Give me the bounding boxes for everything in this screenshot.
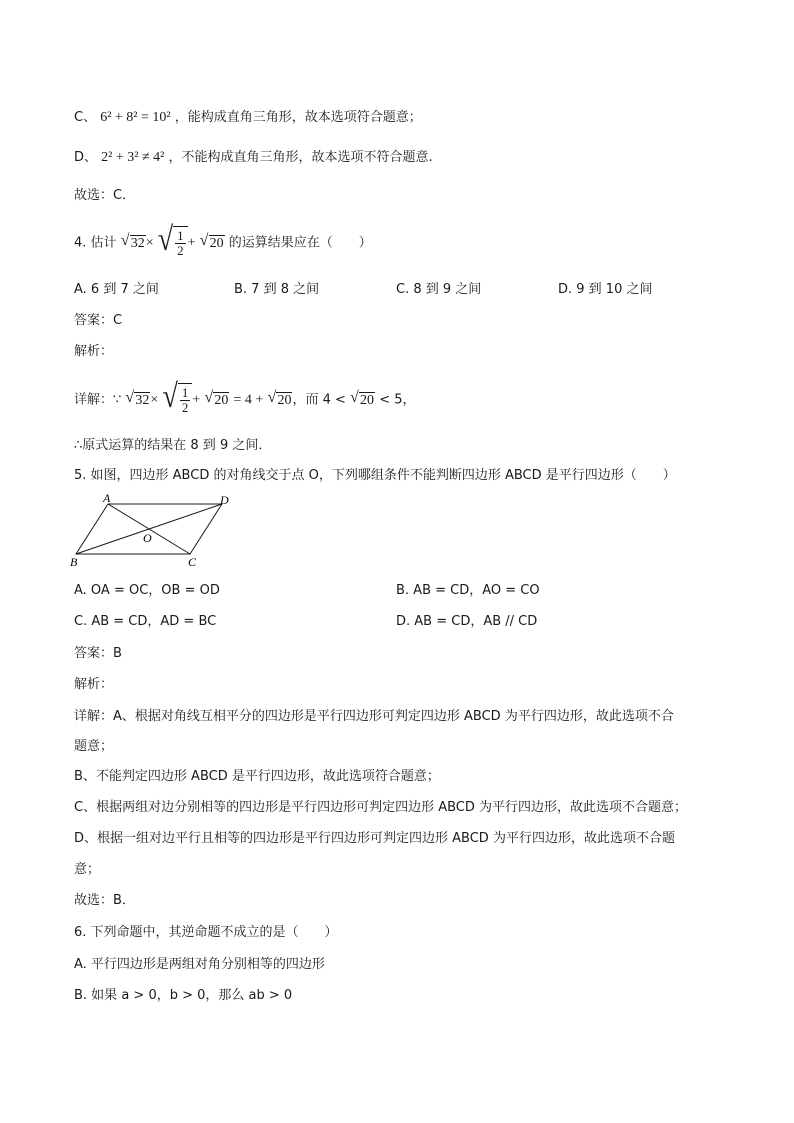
c-option-text: ，能构成直角三角形，故本选项符合题意； <box>174 110 422 125</box>
q5-choice: 故选：B． <box>74 893 135 908</box>
q4-detail-end: < 5， <box>379 392 416 408</box>
q4-option-d: D. 9 到 10 之间 <box>558 282 653 297</box>
sqrt-half: √ $\frac{1}{2}$ <box>158 226 188 260</box>
sqrt-20: √ 20 <box>199 231 224 251</box>
c-option-line <box>74 108 422 128</box>
q5-detail-line-3: B、不能判定四边形 ABCD 是平行四边形，故此选项符合题意； <box>74 769 440 784</box>
label-d: D <box>220 493 229 507</box>
q4-detail-mid: = 4 + <box>233 392 264 408</box>
q4-option-b: B. 7 到 8 之间 <box>234 282 320 297</box>
q6-stem: 6. 下列命题中，其逆命题不成立的是（ ） <box>74 925 338 940</box>
detail-sqrt-half: √ $\frac{1}{2}$ <box>162 383 192 417</box>
detail-sqrt-32: √ 32 <box>125 388 150 408</box>
q4-detail: 详解：∵ √ 32× √ $\frac{1}{2}$ + √ 20 = 4 + √ 20，而 4 < √ 20 < 5， <box>74 378 416 416</box>
parallelogram-figure <box>68 492 238 572</box>
detail-sqrt-20-c: √ 20 <box>350 388 375 408</box>
q4-conclusion: ∴原式运算的结果在 8 到 9 之间． <box>74 438 272 453</box>
sqrt-32: √ 32 <box>120 231 145 251</box>
q3-choice: 故选：C． <box>74 188 136 203</box>
label-c: C <box>188 555 197 569</box>
q6-option-a: A. 平行四边形是两组对角分别相等的四边形 <box>74 957 325 972</box>
q5-option-b: B. AB = CD，AO = CO <box>396 583 540 598</box>
label-a: A <box>103 492 111 505</box>
q4-answer: 答案：C <box>74 313 123 328</box>
q5-detail-line-2: 题意； <box>74 739 114 754</box>
q4-detail-prefix: 详解：∵ <box>74 392 122 408</box>
d-option-line <box>74 148 433 168</box>
label-b: B <box>70 555 78 569</box>
q4-option-a: A. 6 到 7 之间 <box>74 282 159 297</box>
d-option-prefix: D、 <box>74 150 98 165</box>
q4-stem-suffix: 的运算结果应在（ ） <box>228 235 372 251</box>
q5-detail-line-6: 意； <box>74 862 101 877</box>
q6-option-b: B. 如果 a > 0，b > 0，那么 ab > 0 <box>74 988 293 1003</box>
diagonal-bd <box>76 504 222 554</box>
q4-analysis-label: 解析： <box>74 344 114 359</box>
q4-option-c: C. 8 到 9 之间 <box>396 282 482 297</box>
d-option-equation: 2² + 3² ≠ 4² <box>101 150 165 165</box>
q5-option-a: A. OA = OC，OB = OD <box>74 583 220 598</box>
c-option-prefix: C、 <box>74 110 97 125</box>
q4-detail-and: ，而 4 < <box>292 392 346 408</box>
q5-analysis-label: 解析： <box>74 677 114 692</box>
detail-sqrt-20-b: √ 20 <box>267 388 292 408</box>
q5-answer: 答案：B <box>74 646 122 661</box>
q4-stem-prefix: 4. 估计 <box>74 235 117 251</box>
c-option-equation: 6² + 8² = 10² <box>100 110 171 125</box>
d-option-text: ，不能构成直角三角形，故本选项不符合题意. <box>168 150 433 165</box>
detail-sqrt-20: √ 20 <box>204 388 229 408</box>
q5-option-d: D. AB = CD，AB // CD <box>396 614 538 629</box>
q5-detail-line-5: D、根据一组对边平行且相等的四边形是平行四边形可判定四边形 ABCD 为平行四边形，故此选项不合题 <box>74 831 675 846</box>
label-o: O <box>143 531 152 545</box>
q5-stem: 5. 如图，四边形 ABCD 的对角线交于点 O，下列哪组条件不能判断四边形 ABCD 是平行四边形（ ） <box>74 468 676 483</box>
q5-detail-line-1: 详解：A、根据对角线互相平分的四边形是平行四边形可判定四边形 ABCD 为平行四边形，故此选项不合 <box>74 709 674 724</box>
q5-option-c: C. AB = CD，AD = BC <box>74 614 217 629</box>
q4-stem: 4. 估计 √ 32× √ $\frac{1}{2}$ + √ 20 的运算结果应在（ ） <box>74 221 372 259</box>
q5-detail-line-4: C、根据两组对边分别相等的四边形是平行四边形可判定四边形 ABCD 为平行四边形，故此选项不合题意； <box>74 800 688 815</box>
